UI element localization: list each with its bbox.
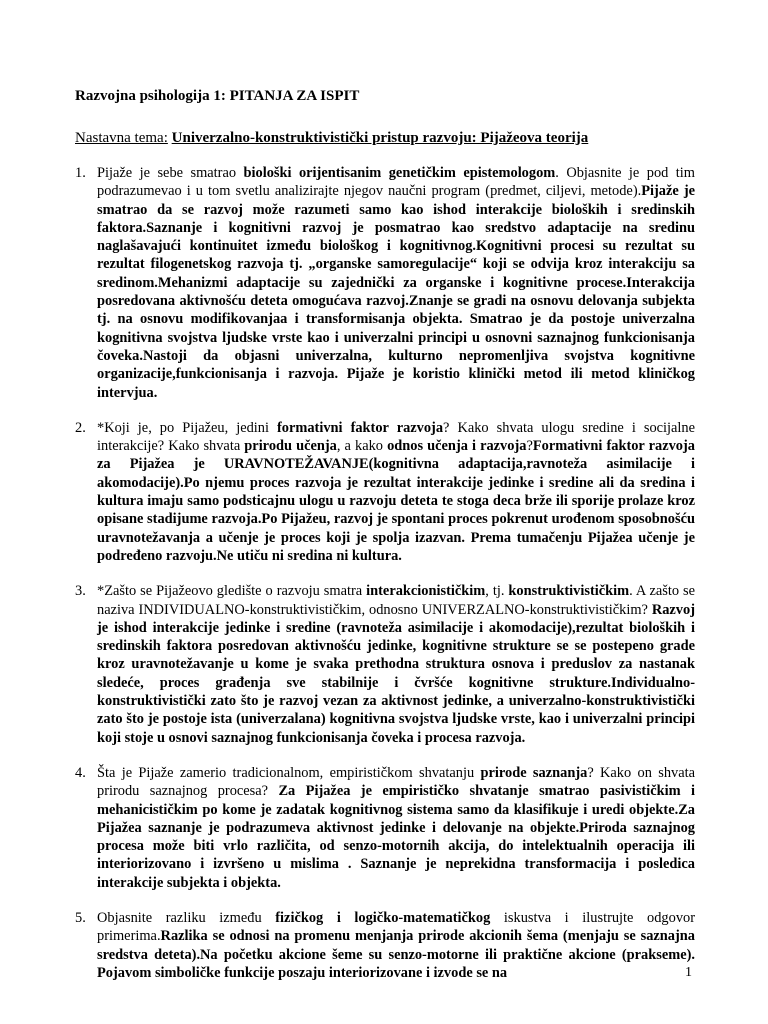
question-text: *Koji je, po Pijažeu, jedini	[97, 419, 277, 436]
question-item	[75, 164, 695, 402]
question-text: , tj.	[485, 583, 509, 600]
question-list	[75, 164, 695, 982]
topic-line	[75, 128, 695, 148]
answer-text: prirode saznanja	[480, 764, 588, 781]
document-title	[75, 86, 695, 106]
question-item	[75, 909, 695, 982]
question-number: 4.	[75, 764, 86, 781]
topic-value: Univerzalno-konstruktivistički pristup razvoju: Pijažeova teorija	[171, 130, 589, 146]
answer-text: interakcionističkim	[366, 583, 486, 600]
question-text: ? Kako shvata ulogu sredine i socijalne interakcije? Kako shvata	[97, 419, 695, 455]
answer-text: odnos učenja i razvoja	[387, 438, 527, 455]
answer-text: Razvoj je ishod interakcije jedinke i sredine (ravnoteža asimilacije i akomodacije),rezultat bioloških i sredinskih faktora posredovan aktivnošću jedinke, kognitivne strukture se se postepeno grade kroz uravnotežavanje u kome je svaka prethodna struktura osnova i preduslov za nastanak sledeće, proces građenja sve stabilnije i čvršće kognitivne strukture.Individualno-konstruktivistički zato što je razvoj vezan za aktivnost jedinke, a univerzalno-konstruktivistički zato što je postoje ista (univerzalana) kognitivna svojstva ljudske vrste, kao i univerzalni principi koji stoje u osnovi saznajnog funkcionisanja čoveka i procesa razvoja.	[97, 601, 695, 746]
question-text: . A zašto se naziva INDIVIDUALNO-konstruktivističkim, odnosno UNIVERZALNO-konstruktivističkim?	[97, 583, 695, 618]
answer-text: Pijaže je smatrao da se razvoj može razumeti samo kao ishod interakcije bioloških i sredinskih faktora.Saznanje i kognitivni razvoj je posmatrao kao sredstvo adaptacije na sredinu naglašavajući kontinuitet između biološkog i kognitivnog.Kognitivni procesi su rezultat su rezultat filogenetskog razvoja tj. „organske samoregulacije“ koji se odvija kroz interakciju sa sredinom.Mehanizmi adaptacije su zajednički za organske i kognitivne procese.Interakcija posredovana aktivnošću deteta omogućava razvoj.Znanje se gradi na osnovu delovanja subjekta tj. na osnovu modifikovanjaa i transformisanja objekta. Smatrao je da postoje univerzalna kognitivna svojstva ljudske vrste kao i univerzalni principi u osnovni saznajnog funkcionisanja čoveka.Nastoji da objasni univerzalna, kulturno nepromenljiva svojstva kognitivne organizacije,funkcionisanja i razvoja. Pijaže je koristio klinički metod ili metod kliničkog intervjua.	[97, 183, 695, 401]
question-number: 2.	[75, 419, 86, 436]
question-number: 5.	[75, 909, 86, 926]
question-text: ?	[526, 438, 533, 455]
question-number: 3.	[75, 583, 86, 600]
title-main: PITANJA ZA ISPIT	[229, 88, 360, 104]
answer-text: formativni faktor razvoja	[277, 419, 444, 436]
topic-label: Nastavna tema:	[75, 130, 168, 146]
question-item	[75, 764, 695, 892]
question-text: Pijaže je sebe smatrao	[97, 165, 244, 181]
document-page	[75, 86, 695, 999]
question-text: *Zašto se Pijažeovo gledište o razvoju smatra	[97, 583, 367, 600]
answer-text: biološki orijentisanim genetičkim epistemologom	[243, 165, 556, 181]
question-text: Šta je Pijaže zamerio tradicionalnom, empirističkom shvatanju	[97, 764, 481, 781]
question-text: , a kako	[336, 438, 388, 455]
question-item	[75, 419, 695, 565]
question-text: . Objasnite je pod tim podrazumevao i u tom svetlu analizirajte njegov naučni program (predmet, ciljevi, metode).	[97, 165, 695, 200]
answer-text: konstruktivističkim	[508, 583, 630, 600]
question-text: Objasnite razliku između	[97, 909, 276, 926]
question-text: ? Kako on shvata prirodu saznajnog procesa?	[97, 764, 695, 800]
answer-text: Formativni faktor razvoja za Pijažea je URAVNOTEŽAVANJE(kognitivna adaptacija,ravnoteža asimilacije i akomodacije).Po njemu proces razvoja je rezultat interakcije jedinke i sredine ali da sredina i kultura imaju samo podsticajnu ulogu u razvoju deteta te stoga deca brže ili sporije prolaze kroz opisane stadijume razvoja.Po Pijažeu, razvoj je spontani proces pokrenut urođenom sposobnošću uravnotežavanja a učenje je proces koji je spolja izazvan. Prema tumačenju Pijažea učenje je podređeno razvoju.Ne utiču ni sredina ni kultura.	[97, 438, 695, 564]
answer-text: prirodu učenja	[244, 438, 337, 455]
title-prefix: Razvojna psihologija 1:	[75, 88, 230, 104]
answer-text: Razlika se odnosi na promenu menjanja prirode akcionih šema (menjaju se saznajna sredstva deteta).Na početku akcione šeme su senzo-motorne ili praktične akcione (prakseme). Pojavom simboličke funkcije poszaju interiorizovane i izvode se na	[97, 928, 695, 981]
answer-text: Za Pijažea je empirističko shvatanje smatrao pasivističkim i mehanicističkim po kome je zadatak kognitivnog sistema samo da klasifikuje i uredi objekte.Za Pijažea saznanje je podrazumeva aktivnost jedinke i delovanje na objekte.Priroda saznajnog procesa može biti vrlo različita, od senzo-motornih akcija, do intelektualnih operacija ili interiorizovano i izvršeno u mislima . Saznanje je neprekidna transformacija i posledica interakcije subjekta i objekta.	[97, 783, 696, 891]
question-text: iskustva i ilustrujte odgovor primerima.	[97, 909, 695, 945]
question-number: 1.	[75, 165, 86, 181]
question-item	[75, 582, 695, 747]
page-number: 1	[685, 965, 692, 980]
answer-text: fizičkog i logičko-matematičkog	[275, 909, 491, 926]
